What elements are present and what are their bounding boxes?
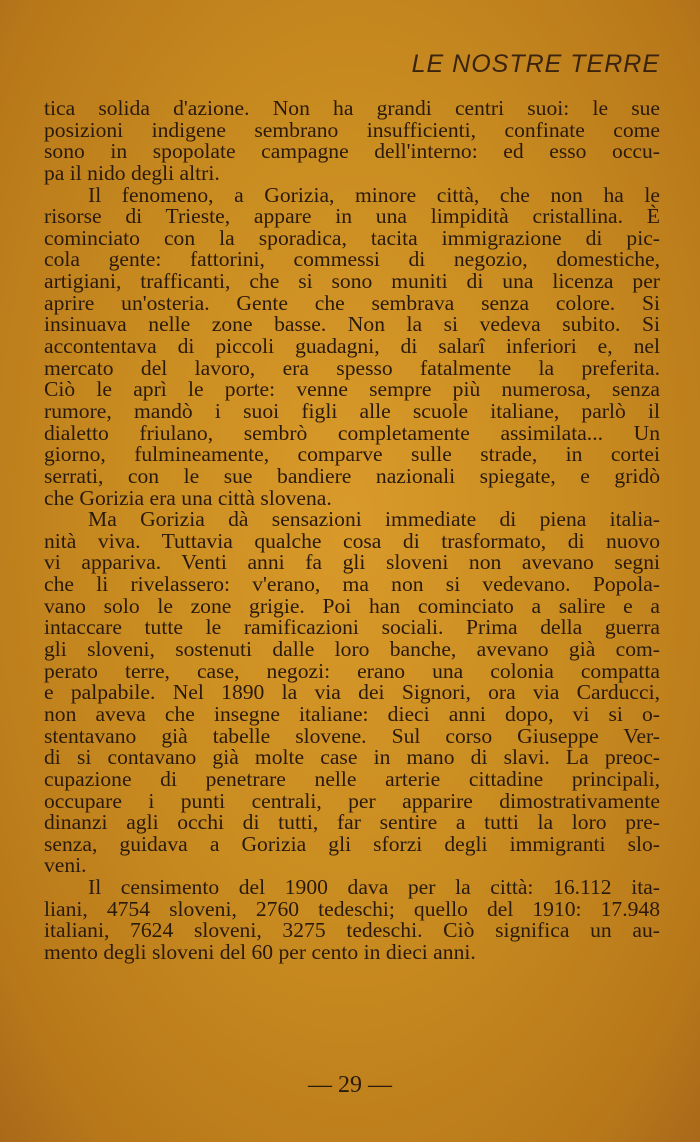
text-line: senza, guidava a Gorizia gli sforzi degli immigranti slo- [44, 831, 660, 856]
text-line: rumore, mandò i suoi figli alle scuole italiane, parlò il [44, 398, 660, 423]
text-line: cupazione di penetrare nelle arterie cittadine principali, [44, 766, 660, 791]
text-line: insinuava nelle zone basse. Non la si vedeva subito. Si [44, 312, 660, 337]
text-line: tica solida d'azione. Non ha grandi centri suoi: le sue [44, 96, 660, 120]
text-line: Ma Gorizia dà sensazioni immediate di piena italia- [88, 507, 660, 532]
text-line: perato terre, case, negozi: erano una colonia compatta [44, 658, 660, 683]
text-line: mercato del lavoro, era spesso fatalmente la preferita. [44, 355, 660, 380]
text-line: stentavano già tabelle slovene. Sul corso Giuseppe Ver- [44, 723, 660, 748]
text-line: non aveva che insegne italiane: dieci anni dopo, vi si o- [44, 701, 660, 726]
text-line: italiani, 7624 sloveni, 3275 tedeschi. Ciò significa un au- [44, 918, 660, 943]
text-line: pa il nido degli altri. [44, 160, 220, 185]
text-line: gli sloveni, sostenuti dalle loro banche, avevano già com- [44, 637, 660, 662]
text-line: nità viva. Tuttavia qualche cosa di trasformato, di nuovo [44, 528, 660, 553]
text-line: cola gente: fattorini, commessi di negozio, domestiche, [44, 247, 660, 272]
running-title: LE NOSTRE TERRE [411, 50, 660, 78]
text-line: risorse di Trieste, appare in una limpidità cristallina. È [44, 204, 660, 229]
page-number: — 29 — [308, 1072, 392, 1098]
text-line: dinanzi agli occhi di tutti, far sentire a tutti la loro pre- [44, 810, 660, 835]
text-line: che Gorizia era una città slovena. [44, 485, 332, 510]
text-line: Ciò le aprì le porte: venne sempre più numerosa, senza [44, 377, 660, 402]
text-line: e palpabile. Nel 1890 la via dei Signori, ora via Carducci, [44, 680, 660, 705]
text-line: di si contavano già molte case in mano di slavi. La preoc- [44, 745, 660, 770]
text-line: vi appariva. Venti anni fa gli sloveni non avevano segni [44, 550, 660, 575]
body-text [44, 98, 660, 964]
text-line: occupare i punti centrali, per apparire dimostrativamente [44, 788, 660, 813]
text-line: intaccare tutte le ramificazioni sociali. Prima della guerra [44, 615, 660, 640]
text-line: mento degli sloveni del 60 per cento in dieci anni. [44, 939, 476, 964]
text-line: Il fenomeno, a Gorizia, minore città, che non ha le [88, 182, 660, 207]
text-line: posizioni indigene sembrano insufficienti, confinate come [44, 117, 660, 142]
text-line: cominciato con la sporadica, tacita immigrazione di pic- [44, 225, 660, 250]
text-line: accontentava di piccoli guadagni, di salarî inferiori e, nel [44, 334, 660, 359]
text-line: dialetto friulano, sembrò completamente assimilata... Un [44, 420, 660, 445]
text-line: sono in spopolate campagne dell'interno: ed esso occu- [44, 139, 660, 164]
text-line: veni. [44, 853, 87, 878]
text-line: serrati, con le sue bandiere nazionali spiegate, e gridò [44, 463, 660, 488]
text-line: giorno, fulmineamente, comparve sulle strade, in cortei [44, 442, 660, 467]
text-line: aprire un'osteria. Gente che sembrava senza colore. Si [44, 290, 660, 315]
text-line: che li rivelassero: v'erano, ma non si vedevano. Popola- [44, 572, 660, 597]
text-line: Il censimento del 1900 dava per la città: 16.112 ita- [88, 875, 660, 900]
text-line: liani, 4754 sloveni, 2760 tedeschi; quello del 1910: 17.948 [44, 896, 660, 921]
text-line: vano solo le zone grigie. Poi han cominciato a salire e a [44, 593, 660, 618]
text-line: artigiani, trafficanti, che si sono muniti di una licenza per [44, 269, 660, 294]
